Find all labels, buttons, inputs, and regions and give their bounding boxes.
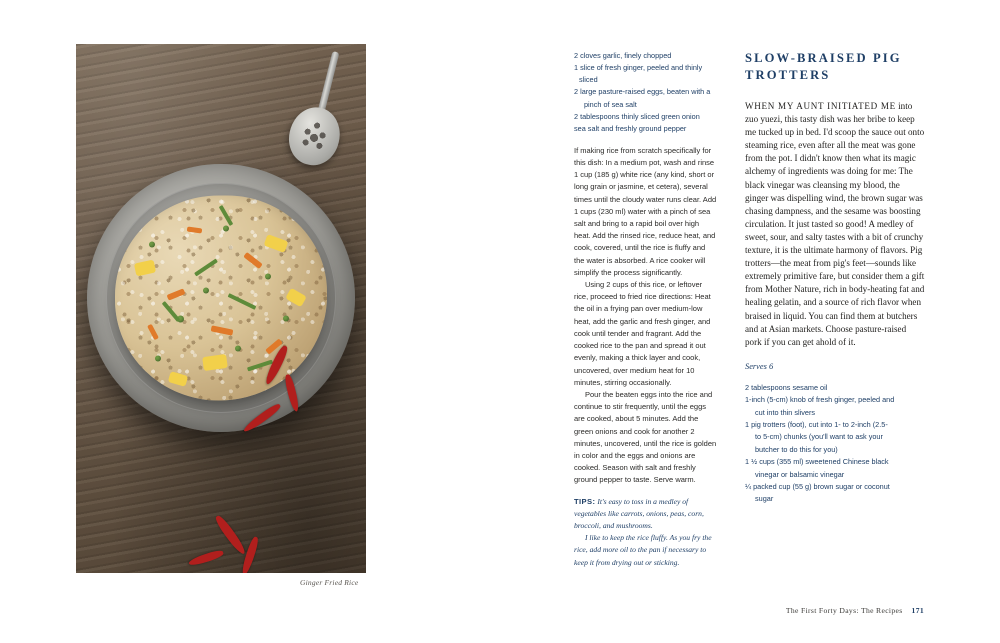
photo-caption: Ginger Fried Rice — [300, 578, 359, 587]
recipe-continuation-column — [574, 50, 717, 569]
tips-label: TIPS: — [574, 496, 596, 506]
list-item: vinegar or balsamic vinegar — [755, 469, 845, 479]
list-item: butcher to do this for you) — [755, 444, 838, 454]
method-paragraph: Using 2 cups of this rice, or leftover rice, proceed to fried rice directions: Heat the oil in a frying pan over medium-low heat, add the garlic and fresh ginger, and cook until tender and fragrant. Add the cooked rice to the pan and spread it out evenly, making a thick layer and cook, uncovered, over medium heat for 10 minutes, stirring occasionally. — [574, 280, 711, 387]
page-number: 171 — [911, 606, 924, 615]
method-paragraph: If making rice from scratch specifically for this dish: In a medium pot, wash and rinse 1 cup (185 g) white rice (any kind, short or long grain or jasmine, et cetera), several times until the cloudy water runs clear. Add 1 cups (230 ml) water with a pinch of sea salt and bring to a rapid boil over high heat. Add the rinsed rice, reduce heat, and cook, covered, until the rice is fluffy and the water is absorbed. A rice cooker will simplify the process significantly. — [574, 145, 717, 277]
recipe-photo — [76, 44, 366, 573]
fried-rice-mound — [115, 195, 327, 400]
list-item: cut into thin slivers — [755, 407, 816, 417]
ceramic-plate — [87, 164, 355, 432]
list-item: 2 large pasture-raised eggs, beaten with a — [574, 87, 711, 97]
running-head-text: The First Forty Days: The Recipes — [785, 606, 903, 615]
list-item: 1 pig trotters (foot), cut into 1- to 2-inch (2.5- — [745, 420, 888, 429]
list-item: 2 tablespoons thinly sliced green onion — [574, 112, 700, 122]
list-item: 2 tablespoons sesame oil — [745, 382, 828, 392]
list-item: 2 cloves garlic, finely chopped — [574, 51, 672, 60]
page-title: SLOW-BRAISED PIG TROTTERS — [745, 51, 902, 82]
list-item: 1 ½ cups (355 ml) sweetened Chinese black — [745, 457, 889, 467]
list-item: pinch of sea salt — [584, 99, 637, 109]
list-item: 1-inch (5-cm) knob of fresh ginger, peeled and — [745, 395, 895, 405]
ingredient-list — [574, 50, 717, 135]
story-body: into zuo yuezi, this tasty dish was her bribe to keep me tucked up in bed. I'd scoop the sauce out onto steaming rice, even after all the meat was gone from the pot. I didn't know then what its magic alchemy of ingredients was doing for me: The black vinegar was cleansing my blood, the ginger was dispelling wind, the brown sugar was chasing dampness, and the sesame was boosting circulation. It just tasted so good! A medley of sweet, sour, and salty tastes with a bit of crunchy texture, it is the ultimate harmony of flavors. Pig trotters—the meat from pig's feet—sounds like extremely primitive fare, but consider them a gift from Mother Nature, rich in body-heating fat and healing gelatin, and a source of rich flavor when braised in liquid. You can find them at butchers and at Asian markets. Choose pasture-raised pork if you can get ahold of it. — [745, 101, 925, 347]
tips-section — [574, 496, 717, 569]
tips-paragraph: I like to keep the rice fluffy. As you fry the rice, add more oil to the pan if necessary to keep it from drying out or sticking. — [574, 533, 712, 567]
tips-paragraph — [574, 496, 717, 533]
tips-text: It's easy to toss in a medley of vegetables like carrots, onions, peas, corn, broccoli, and mushrooms. — [574, 496, 704, 530]
list-item: to 5-cm) chunks (you'll want to ask your — [755, 432, 883, 442]
next-recipe-column — [745, 50, 925, 506]
story-opening: WHEN MY AUNT INITIATED ME — [745, 101, 896, 111]
list-item: sea salt and freshly ground pepper — [574, 124, 687, 134]
serves-line: Serves 6 — [745, 361, 774, 371]
list-item: 1 slice of fresh ginger, peeled and thinly sliced — [574, 63, 703, 84]
recipe-story — [745, 100, 925, 349]
method-steps — [574, 145, 717, 487]
ingredient-list — [745, 382, 925, 505]
photo-image — [76, 44, 366, 573]
method-paragraph: Pour the beaten eggs into the rice and continue to stir frequently, until the eggs are cooked, about 5 minutes. Add the green onions and cook for another 2 minutes, uncovered, until the rice is golden in color and the eggs and onions are cooked. Season with salt and freshly ground pepper to taste. Serve warm. — [574, 389, 717, 485]
list-item: sugar — [755, 494, 774, 504]
page-footer — [786, 606, 924, 615]
list-item: ¼ packed cup (55 g) brown sugar or coconut — [745, 482, 890, 492]
